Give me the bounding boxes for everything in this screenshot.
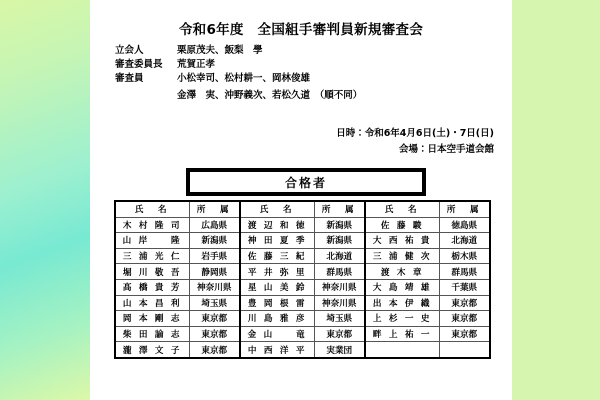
- cell-name: 木 村 隆 司: [115, 217, 189, 233]
- col-header-name-3: 氏 名: [365, 201, 439, 217]
- cell-name: 渡 木 章: [365, 264, 439, 280]
- cell-affiliation: 実業団: [314, 342, 365, 358]
- cell-affiliation: 北海道: [314, 248, 365, 264]
- table-row: [115, 264, 490, 280]
- col-header-affiliation-1: 所 属: [189, 201, 240, 217]
- meta-row-chief-examiner: [115, 58, 495, 72]
- cell-affiliation: 東京都: [189, 326, 240, 342]
- page-title: 令和6年度 全国組手審判員新規審査会: [178, 22, 424, 38]
- cell-name: 星 山 美 鈴: [240, 279, 314, 295]
- cell-affiliation: 埼玉県: [189, 295, 240, 311]
- results-table-wrapper: [114, 200, 490, 359]
- cell-name: 岡 本 剛 志: [115, 311, 189, 327]
- col-header-name-1: 氏 名: [115, 201, 189, 217]
- cell-affiliation: 埼玉県: [314, 311, 365, 327]
- cell-name: 山 岸 隆: [115, 233, 189, 249]
- table-row: [115, 217, 490, 233]
- meta-value-witness: 栗原茂夫、飯梨 學: [177, 45, 263, 56]
- document-page: [90, 0, 512, 400]
- event-venue: 会場：日本空手道会館: [398, 144, 494, 155]
- cell-name: 出 本 伊 織: [365, 295, 439, 311]
- meta-label-examiners: 審査員: [115, 73, 144, 84]
- pass-list-heading-label: 合格者: [284, 175, 327, 190]
- cell-affiliation: 東京都: [439, 326, 490, 342]
- cell-affiliation: 新潟県: [314, 217, 365, 233]
- meta-value-examiners-line2: 金澤 実、沖野義次、若松久道 （順不同）: [177, 90, 363, 101]
- table-row: [115, 279, 490, 295]
- cell-affiliation: 新潟県: [314, 233, 365, 249]
- table-header-row: [115, 201, 490, 217]
- cell-name: 渡 辺 和 徳: [240, 217, 314, 233]
- col-header-affiliation-2: 所 属: [314, 201, 365, 217]
- table-row: [115, 342, 490, 358]
- cell-affiliation: 北海道: [439, 233, 490, 249]
- meta-value-examiners: 小松幸司、松村耕一、岡林俊雄: [177, 73, 311, 84]
- cell-affiliation: 東京都: [189, 342, 240, 358]
- decorative-gradient-band-left: [0, 0, 90, 400]
- cell-affiliation: [439, 342, 490, 358]
- cell-affiliation: 岩手県: [189, 248, 240, 264]
- cell-name: 畔 上 祐 一: [365, 326, 439, 342]
- cell-name: 三 浦 光 仁: [115, 248, 189, 264]
- cell-name: 佐 藤 駿: [365, 217, 439, 233]
- table-row: [115, 326, 490, 342]
- pass-list-heading-box: [186, 168, 426, 196]
- col-header-name-2: 氏 名: [240, 201, 314, 217]
- event-datetime: 日時：令和6年4月6日(土)・7日(日): [336, 128, 494, 139]
- cell-affiliation: 神奈川県: [314, 279, 365, 295]
- meta-row-examiners: [115, 72, 495, 86]
- officials-meta-block: [115, 44, 495, 100]
- cell-affiliation: 栃木県: [439, 248, 490, 264]
- table-row: [115, 311, 490, 327]
- cell-name: 髙 橋 貴 芳: [115, 279, 189, 295]
- table-row: [115, 233, 490, 249]
- cell-affiliation: 静岡県: [189, 264, 240, 280]
- cell-name: 中 西 洋 平: [240, 342, 314, 358]
- cell-name: 上 杉 一 史: [365, 311, 439, 327]
- results-table-body: [115, 217, 490, 358]
- cell-name: 三 浦 健 次: [365, 248, 439, 264]
- cell-name: 佐 藤 三 紀: [240, 248, 314, 264]
- col-header-affiliation-3: 所 属: [439, 201, 490, 217]
- cell-affiliation: 徳島県: [439, 217, 490, 233]
- meta-value-chief-examiner: 荒賀正孝: [177, 59, 216, 70]
- results-table: [114, 200, 491, 359]
- cell-affiliation: 群馬県: [314, 264, 365, 280]
- cell-affiliation: 神奈川県: [189, 279, 240, 295]
- cell-name: 瀧 澤 文 子: [115, 342, 189, 358]
- event-info-block: [194, 126, 494, 158]
- table-row: [115, 295, 490, 311]
- meta-row-witness: [115, 44, 495, 58]
- cell-name: 大 島 靖 雄: [365, 279, 439, 295]
- cell-name: 平 井 弥 里: [240, 264, 314, 280]
- cell-name: 大 西 祐 貴: [365, 233, 439, 249]
- cell-name: 金 山 竜: [240, 326, 314, 342]
- cell-affiliation: 新潟県: [189, 233, 240, 249]
- cell-name: 堀 川 敬 吾: [115, 264, 189, 280]
- cell-name: 神 田 夏 季: [240, 233, 314, 249]
- cell-affiliation: 東京都: [439, 295, 490, 311]
- cell-name: [365, 342, 439, 358]
- meta-label-chief-examiner: 審査委員長: [115, 59, 163, 70]
- decorative-band-right: [512, 0, 600, 400]
- cell-name: 柴 田 諭 志: [115, 326, 189, 342]
- cell-affiliation: 群馬県: [439, 264, 490, 280]
- meta-row-examiners-continued: [177, 86, 495, 100]
- cell-affiliation: 広島県: [189, 217, 240, 233]
- cell-affiliation: 神奈川県: [314, 295, 365, 311]
- cell-affiliation: 東京都: [314, 326, 365, 342]
- table-row: [115, 248, 490, 264]
- cell-affiliation: 東京都: [189, 311, 240, 327]
- cell-name: 山 本 昌 利: [115, 295, 189, 311]
- cell-name: 川 島 雅 彦: [240, 311, 314, 327]
- meta-label-witness: 立会人: [115, 45, 144, 56]
- cell-affiliation: 東京都: [439, 311, 490, 327]
- cell-affiliation: 千葉県: [439, 279, 490, 295]
- cell-name: 豊 岡 根 雷: [240, 295, 314, 311]
